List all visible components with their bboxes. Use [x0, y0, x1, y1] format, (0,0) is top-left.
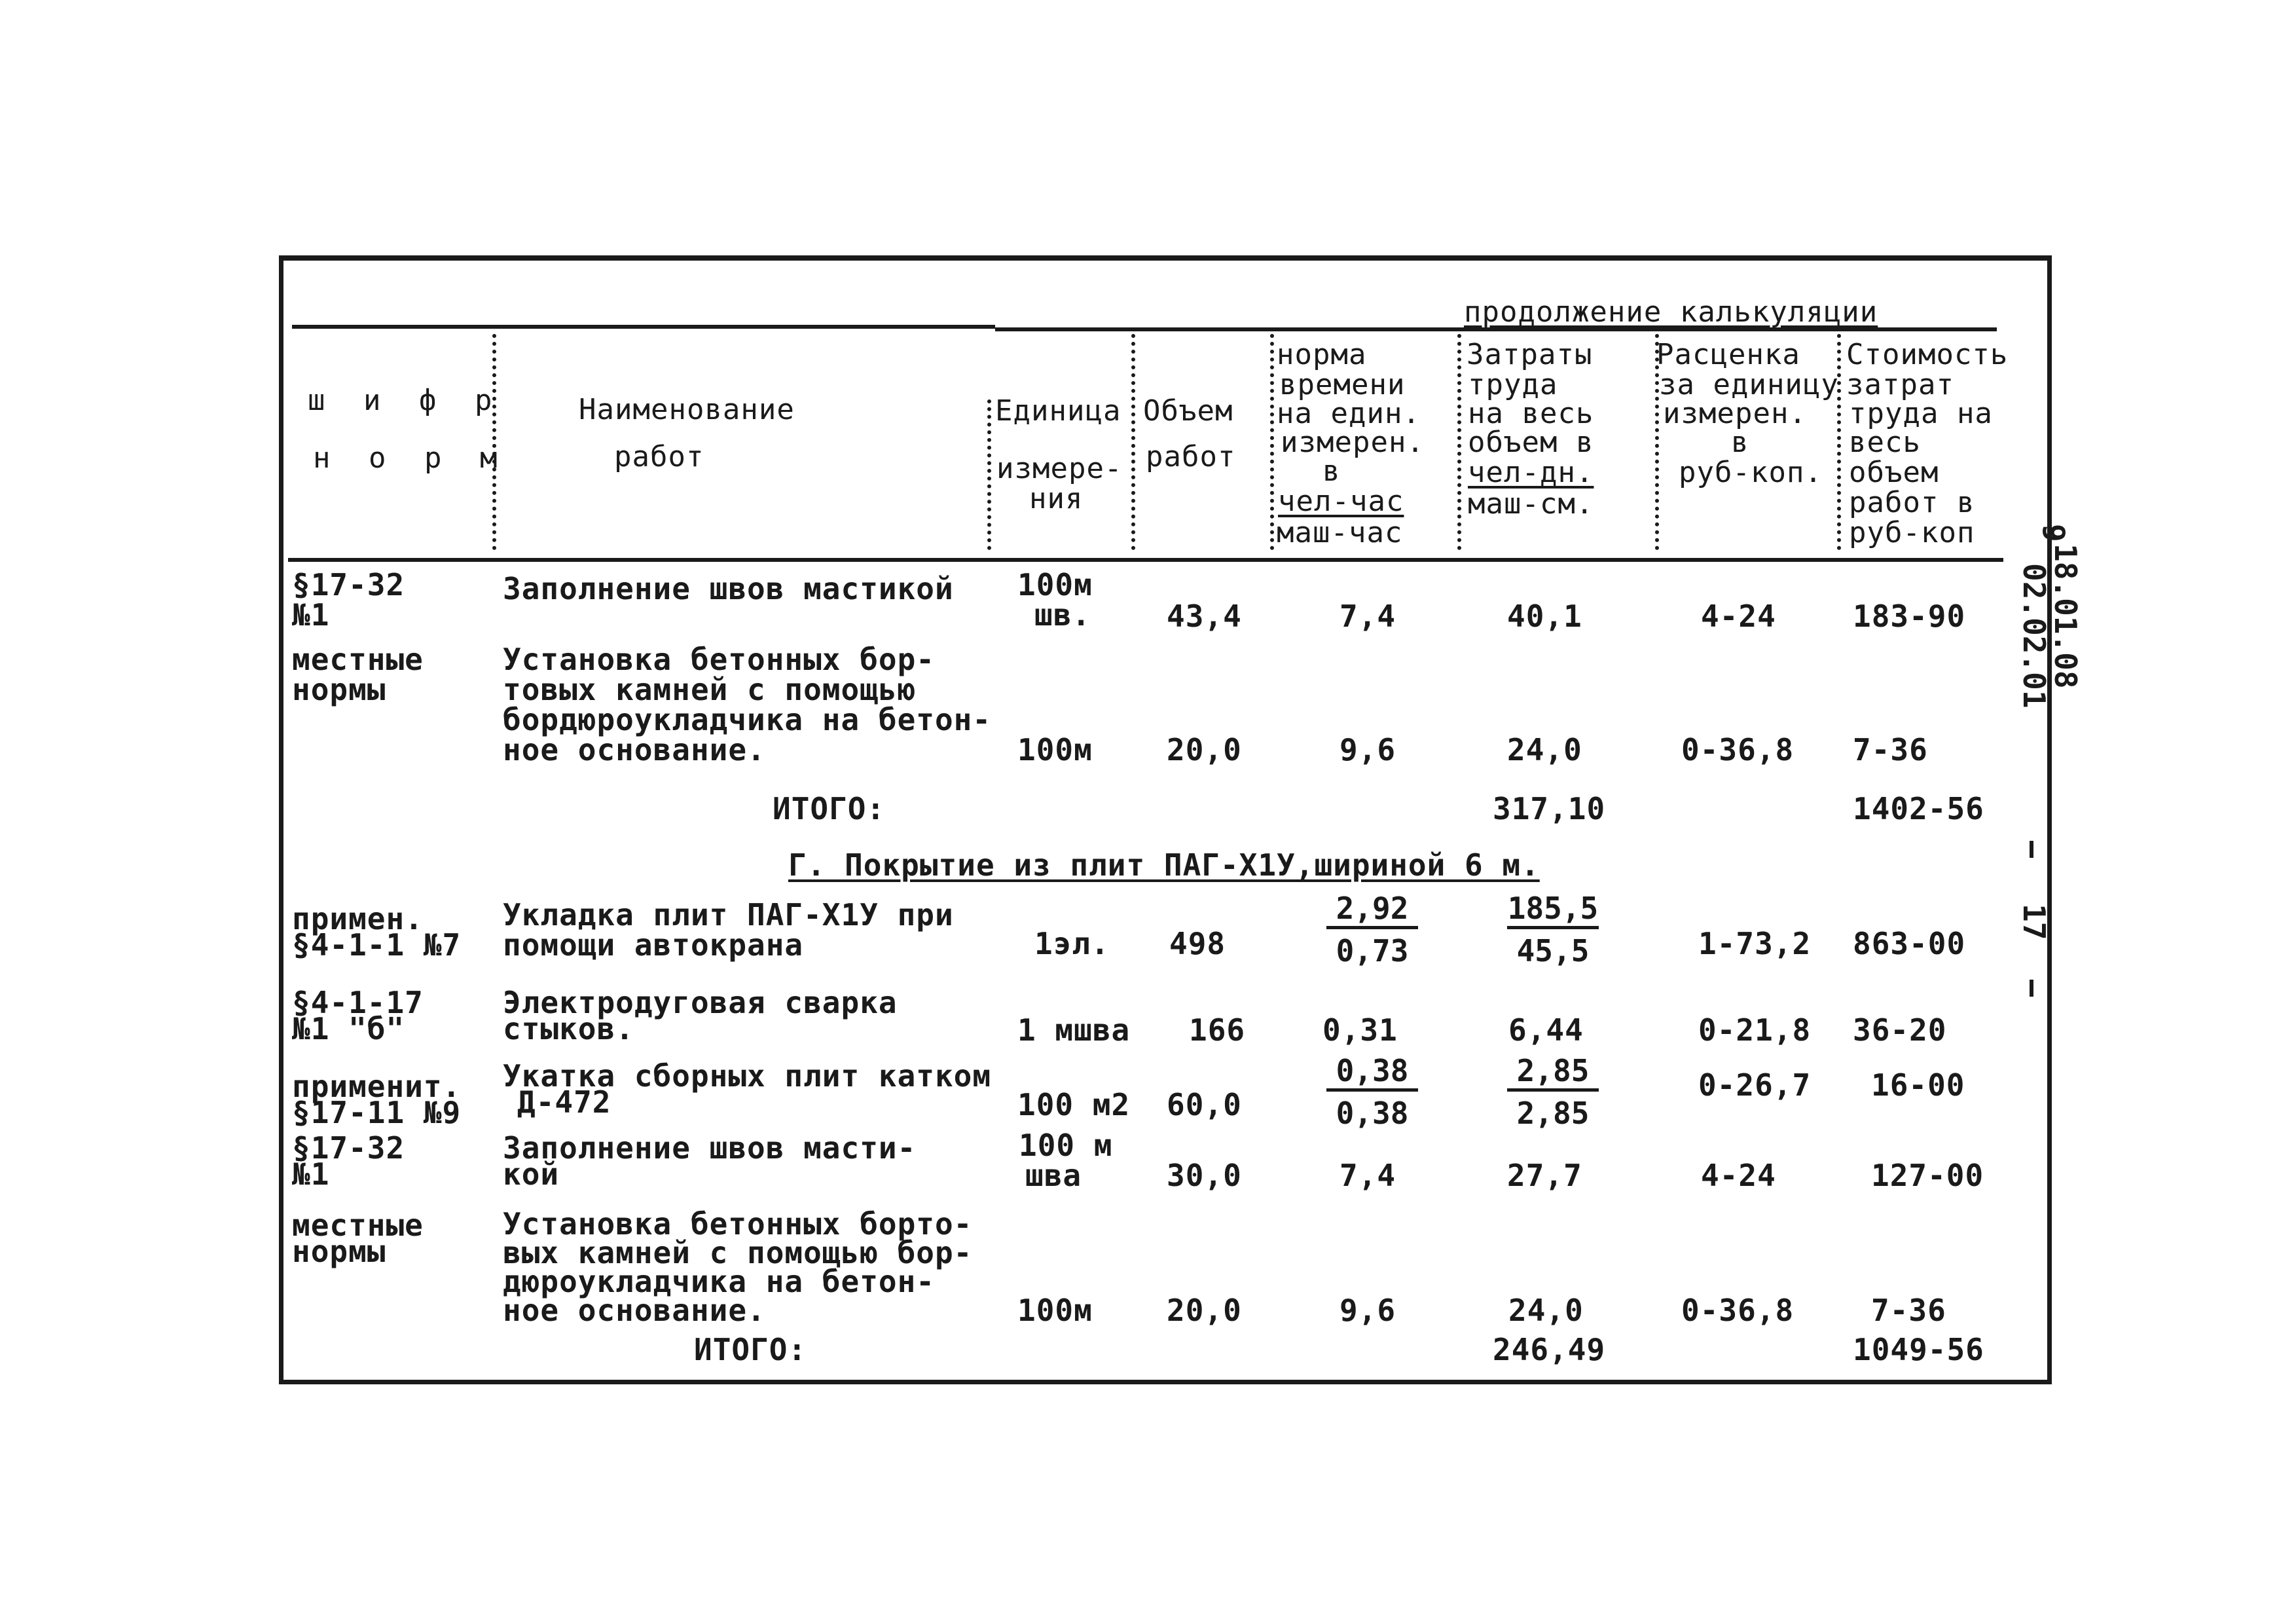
header-volume-1: Объем: [1143, 394, 1233, 428]
row-b4-labor: 24,0: [1508, 1293, 1584, 1328]
row-b1-cost: 36-20: [1853, 1012, 1947, 1048]
row-b0-unit-1: 1эл.: [1034, 926, 1110, 961]
header-cost-6: работ в: [1849, 486, 1975, 519]
row-a0-code-1: §17-32: [292, 567, 405, 602]
row-a0-rate: 4-24: [1701, 599, 1776, 634]
header-labor-1: Затраты: [1467, 338, 1593, 371]
row-a0-norm: 7,4: [1339, 599, 1396, 634]
row-a1-code-1: местные: [292, 642, 424, 677]
header-rate-4: в: [1731, 426, 1749, 459]
row-a0-labor: 40,1: [1507, 599, 1582, 634]
header-code-1: ш и ф р: [308, 384, 503, 417]
row-a1-unit-1: 100м: [1017, 732, 1093, 767]
header-rate-3: измерен.: [1663, 397, 1807, 430]
caption: продолжение калькуляции: [1464, 295, 1878, 329]
header-labor-5: чел-дн.: [1468, 456, 1594, 489]
row-b1-name-2: стыков.: [503, 1011, 634, 1046]
row-b3-unit-2: шва: [1025, 1158, 1082, 1193]
row-b3-unit-1: 100 м: [1019, 1128, 1113, 1163]
row-b2-code-1: применит.: [292, 1069, 462, 1104]
row-a0-cost: 183-90: [1853, 599, 1966, 634]
row-a1-labor: 24,0: [1507, 732, 1582, 767]
row-b2-name-1: Укатка сборных плит катком: [503, 1058, 992, 1094]
row-b4-unit-1: 100м: [1017, 1293, 1093, 1328]
row-b1-rate: 0-21,8: [1698, 1012, 1812, 1048]
col-sep-5: [1457, 334, 1461, 550]
total-b-labor: 246,49: [1493, 1332, 1606, 1367]
header-norm-2: времени: [1279, 368, 1406, 401]
header-bottom-rule: [288, 558, 2003, 562]
margin-stamp-code: 02.02.01: [2016, 563, 2052, 709]
row-b3-cost: 127-00: [1871, 1158, 1984, 1193]
row-b4-rate: 0-36,8: [1681, 1293, 1795, 1328]
row-b2-norm: [1307, 1053, 1438, 1131]
row-b4-name-1: Установка бетонных борто-: [503, 1206, 973, 1242]
row-a1-code-2: нормы: [292, 672, 386, 707]
row-b0-labor: [1487, 891, 1618, 969]
row-b4-name-2: вых камней с помощью бор-: [503, 1235, 973, 1270]
row-b4-code-2: нормы: [292, 1234, 386, 1269]
row-b3-name-2: кой: [503, 1156, 560, 1192]
header-labor-4: объем в: [1468, 426, 1594, 459]
header-norm-4: измерен.: [1281, 426, 1425, 459]
header-labor-6: маш-см.: [1468, 487, 1594, 521]
row-b2-labor-top: 2,85: [1507, 1056, 1599, 1092]
total-a-cost: 1402-56: [1853, 791, 1984, 826]
row-b3-norm: 7,4: [1339, 1158, 1396, 1193]
row-b2-unit-1: 100 м2: [1017, 1087, 1131, 1122]
row-b1-labor: 6,44: [1508, 1012, 1584, 1048]
margin-tick-bottom: [2030, 980, 2033, 997]
header-cost-1: Стоимость: [1846, 338, 2009, 371]
col-sep-7: [1837, 334, 1841, 550]
row-b1-volume: 166: [1189, 1012, 1246, 1048]
row-b4-cost: 7-36: [1871, 1293, 1946, 1328]
row-b2-name-2: Д-472: [517, 1084, 611, 1120]
row-b0-code-2: §4-1-1 №7: [292, 927, 462, 963]
row-b0-volume: 498: [1169, 926, 1226, 961]
row-b2-rate: 0-26,7: [1698, 1067, 1812, 1103]
col-sep-2: [987, 399, 991, 550]
row-b2-code-2: §17-11 №9: [292, 1095, 462, 1130]
row-b2-norm-top: 0,38: [1326, 1056, 1418, 1092]
row-a1-volume: 20,0: [1167, 732, 1242, 767]
row-b0-norm: [1307, 891, 1438, 969]
row-b0-labor-bottom: 45,5: [1516, 933, 1590, 969]
margin-stamp-date: 18.01.08: [2048, 544, 2083, 689]
row-a1-name-1: Установка бетонных бор-: [503, 642, 935, 677]
row-b1-code-1: §4-1-17: [292, 985, 424, 1020]
row-b3-rate: 4-24: [1701, 1158, 1776, 1193]
header-labor-3: на весь: [1468, 397, 1594, 430]
col-sep-3: [1131, 334, 1135, 550]
row-a0-name-1: Заполнение швов мастикой: [503, 571, 954, 606]
header-code-2: н о р м: [313, 441, 508, 475]
header-cost-4: весь: [1849, 426, 1921, 459]
row-b3-volume: 30,0: [1167, 1158, 1242, 1193]
row-b4-volume: 20,0: [1167, 1293, 1242, 1328]
row-b2-labor-bottom: 2,85: [1516, 1096, 1590, 1131]
header-unit-3: ния: [1029, 482, 1084, 515]
header-cost-5: объем: [1849, 456, 1939, 489]
row-b4-code-1: местные: [292, 1208, 424, 1243]
header-norm-3: на един.: [1277, 397, 1421, 430]
total-a-label: ИТОГО:: [773, 791, 886, 826]
row-b0-norm-bottom: 0,73: [1336, 933, 1409, 969]
row-a1-cost: 7-36: [1853, 732, 1928, 767]
total-a-labor: 317,10: [1493, 791, 1606, 826]
row-a1-name-4: ное основание.: [503, 732, 766, 767]
header-norm-5: в: [1322, 454, 1341, 488]
row-b1-norm: 0,31: [1322, 1012, 1398, 1048]
row-a0-unit-1: 100м: [1017, 567, 1093, 602]
row-b3-labor: 27,7: [1507, 1158, 1582, 1193]
row-b1-name-1: Электродуговая сварка: [503, 985, 898, 1020]
total-b-label: ИТОГО:: [694, 1332, 807, 1367]
row-b4-name-4: ное основание.: [503, 1293, 766, 1328]
row-b2-labor: [1487, 1053, 1618, 1131]
margin-tick-top: [2030, 841, 2033, 858]
row-a0-code-2: №1: [292, 597, 330, 633]
row-a0-volume: 43,4: [1167, 599, 1242, 634]
header-cost-2: затрат: [1846, 368, 1954, 401]
header-name-1: Наименование: [579, 393, 795, 426]
row-b0-cost: 863-00: [1853, 926, 1966, 961]
header-name-2: работ: [614, 440, 704, 473]
header-norm-7: маш-час: [1277, 516, 1403, 549]
header-top-rule: [292, 325, 995, 329]
margin-stamp-num: 9: [2036, 524, 2071, 542]
row-b0-norm-top: 2,92: [1326, 893, 1418, 929]
row-b0-rate: 1-73,2: [1698, 926, 1812, 961]
header-labor-2: труда: [1468, 368, 1558, 401]
header-rate-5: руб-коп.: [1679, 456, 1823, 489]
header-norm-1: норма: [1277, 338, 1367, 371]
row-b2-norm-bottom: 0,38: [1336, 1096, 1409, 1131]
row-b0-name-2: помощи автокрана: [503, 927, 804, 963]
row-b3-code-1: §17-32: [292, 1130, 405, 1166]
header-cost-3: труда на: [1849, 397, 1993, 430]
row-b3-name-1: Заполнение швов масти-: [503, 1130, 917, 1166]
col-sep-4: [1270, 334, 1274, 550]
row-b2-volume: 60,0: [1167, 1087, 1242, 1122]
row-a0-unit-2: шв.: [1034, 597, 1091, 633]
row-a1-norm: 9,6: [1339, 732, 1396, 767]
header-unit-1: Единица: [995, 394, 1121, 428]
row-b0-code-1: примен.: [292, 901, 424, 936]
row-a1-name-2: товых камней с помощью: [503, 672, 917, 707]
row-b4-name-3: дюроукладчика на бетон-: [503, 1264, 935, 1299]
row-b0-name-1: Укладка плит ПАГ-Х1У при: [503, 897, 954, 932]
row-b0-labor-top: 185,5: [1507, 893, 1599, 929]
header-norm-6: чел-час: [1278, 485, 1404, 518]
row-a1-rate: 0-36,8: [1681, 732, 1795, 767]
total-b-cost: 1049-56: [1853, 1332, 1984, 1367]
row-b3-code-2: №1: [292, 1156, 330, 1192]
page-number: 17: [2016, 904, 2052, 940]
header-unit-2: измере-: [996, 452, 1123, 485]
row-b2-cost: 16-00: [1871, 1067, 1965, 1103]
header-volume-2: работ: [1146, 440, 1236, 473]
row-b4-norm: 9,6: [1339, 1293, 1396, 1328]
header-rate-2: за единицу: [1659, 368, 1839, 401]
row-b1-code-2: №1 "б": [292, 1011, 405, 1046]
row-a1-name-3: бордюроукладчика на бетон-: [503, 702, 992, 737]
row-b1-unit-1: 1 мшва: [1017, 1012, 1131, 1048]
header-cost-7: руб-коп: [1849, 516, 1975, 549]
section-title: Г. Покрытие из плит ПАГ-Х1У,шириной 6 м.: [788, 847, 1540, 883]
header-rate-1: Расценка: [1656, 338, 1800, 371]
